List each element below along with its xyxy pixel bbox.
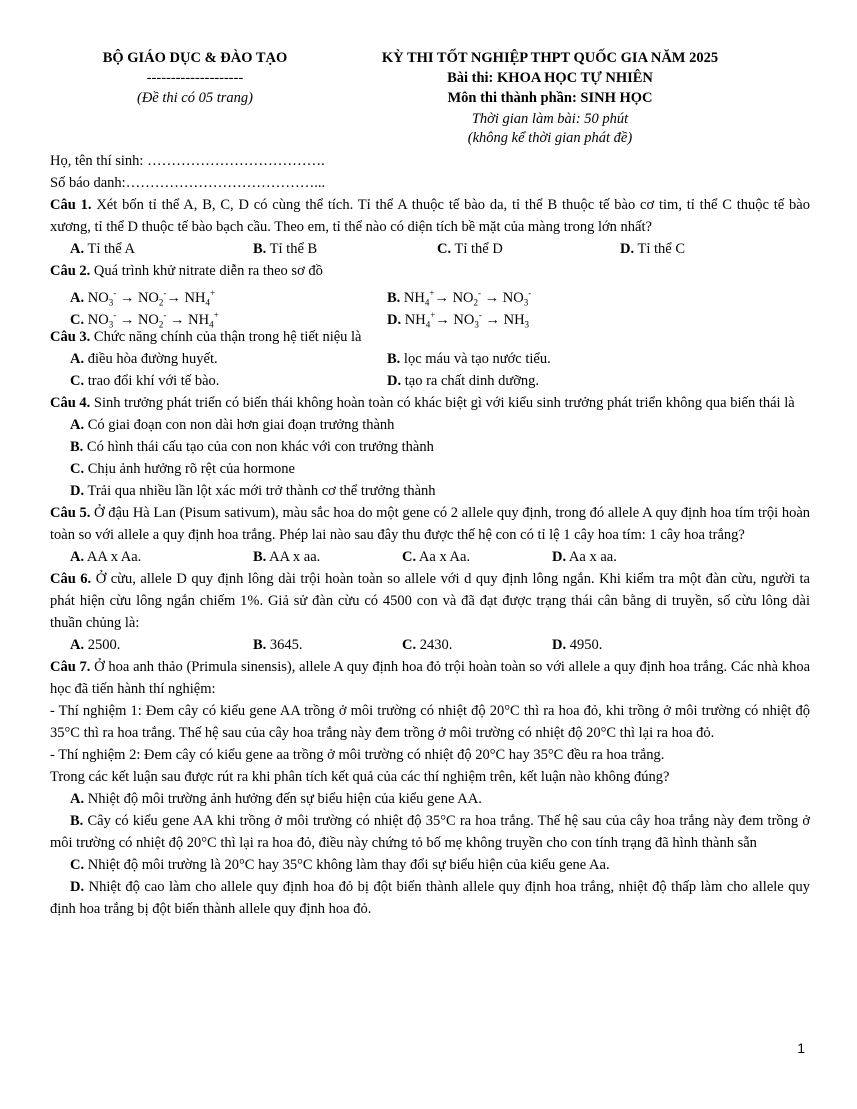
option-d: D. Trải qua nhiều lần lột xác mới trở thành cơ thể trưởng thành xyxy=(70,483,436,499)
question-text: Chức năng chính của thận trong hệ tiết niệu là xyxy=(90,329,362,345)
question-text: Xét bốn tỉ thể A, B, C, D có cùng thể tích. Tỉ thể A thuộc tế bào da, tỉ thể B thuộc tế bào cơ tim, tỉ thể C thuộc tế bào xương, tỉ thể D thuộc tế bào bạch cầu. Theo em, tỉ thể nào có diện tích bề mặt của màng trong lớn nhất? xyxy=(50,197,810,235)
exam-content xyxy=(50,150,810,920)
option-b: B. Cây có kiểu gene AA khi trồng ở môi trường có nhiệt độ 35°C ra hoa trắng. Thế hệ sau của cây hoa trắng này đem trồng ở môi trường có nhiệt độ 20°C thì lại ra hoa đỏ, điều này chứng tỏ bố mẹ không truyền cho con tính trạng đã hình thành sẵn xyxy=(50,813,810,851)
question-6 xyxy=(50,568,810,634)
question-label: Câu 1. xyxy=(50,197,92,213)
option-b: B. lọc máu và tạo nước tiểu. xyxy=(387,351,551,367)
page-number: 1 xyxy=(797,1040,805,1056)
question-5-options xyxy=(50,546,810,568)
option-c: C. Aa x Aa. xyxy=(402,549,471,565)
option-b: B. Tỉ thể B xyxy=(253,241,318,257)
exam-component: Môn thi thành phần: SINH HỌC xyxy=(447,90,653,106)
question-6-options xyxy=(50,634,810,656)
exam-header xyxy=(0,50,857,160)
question-label: Câu 2. xyxy=(50,263,91,279)
option-d: D. Tỉ thể C xyxy=(620,241,685,257)
question-text: Sinh trưởng phát triển có biến thái không hoàn toàn có khác biệt gì với kiểu sinh trưởng phát triển không qua biến thái là xyxy=(90,395,795,411)
option-a: A. điều hòa đường huyết. xyxy=(70,351,218,367)
student-name-line: Họ, tên thí sinh: ………………………………. xyxy=(50,153,325,169)
question-2-options-row-1 xyxy=(50,282,810,308)
question-5 xyxy=(50,502,810,546)
question-7-prompt: Trong các kết luận sau được rút ra khi phân tích kết quả của các thí nghiệm trên, kết luận nào không đúng? xyxy=(50,769,670,785)
option-d: D. Aa x aa. xyxy=(552,549,617,565)
option-c: C. Nhiệt độ môi trường là 20°C hay 35°C không làm thay đổi sự biểu hiện của kiểu gene Aa. xyxy=(70,857,610,873)
option-b: B. AA x aa. xyxy=(253,549,321,565)
option-a: A. $NO_3^- \to NO_2^-\to NH_4^+$ xyxy=(70,288,216,308)
option-a: A. AA x Aa. xyxy=(70,549,142,565)
option-d: D. 4950. xyxy=(552,637,603,653)
question-1-options xyxy=(50,238,810,260)
question-text: Ở đậu Hà Lan (Pisum sativum), màu sắc hoa do một gene có 2 allele quy định, trong đó allele A quy định hoa tím trội hoàn toàn so với allele a quy định hoa trắng. Phép lai nào sau đây thu được thế hệ con có tỉ lệ 1 cây hoa tím: 1 cây hoa trắng? xyxy=(50,505,810,543)
question-text: Ở hoa anh thảo (Primula sinensis), allele A quy định hoa đỏ trội hoàn toàn so với allele a quy định hoa trắng. Các nhà khoa học đã tiến hành thí nghiệm: xyxy=(50,659,811,697)
experiment-2: - Thí nghiệm 2: Đem cây có kiểu gene aa trồng ở môi trường có nhiệt độ 20°C hay 35°C đều ra hoa trắng. xyxy=(50,747,665,763)
question-4 xyxy=(50,392,810,414)
option-c: C. Tỉ thể D xyxy=(437,241,503,257)
experiment-1: - Thí nghiệm 1: Đem cây có kiểu gene AA trồng ở môi trường có nhiệt độ 20°C thì ra hoa đỏ, khi trồng ở môi trường có nhiệt độ 35°C thì ra hoa trắng. Thế hệ sau của cây hoa trắng này đem trồng ở môi trường có nhiệt độ 20°C thì lại ra hoa đỏ. xyxy=(50,703,810,741)
option-c: C. 2430. xyxy=(402,637,453,653)
question-label: Câu 3. xyxy=(50,329,91,345)
question-3-options-row-1 xyxy=(50,348,810,370)
student-id-line: Số báo danh:…………………………………... xyxy=(50,175,326,191)
question-7 xyxy=(50,656,810,700)
option-b: B. $NH_4^+\to NO_2^- \to NO_3^-$ xyxy=(387,288,532,308)
exam-subject: Bài thi: KHOA HỌC TỰ NHIÊN xyxy=(447,70,653,86)
option-c: C. trao đổi khí với tế bào. xyxy=(70,373,220,389)
question-label: Câu 5. xyxy=(50,505,91,521)
option-a: A. Nhiệt độ môi trường ảnh hưởng đến sự biểu hiện của kiểu gene AA. xyxy=(70,791,482,807)
question-label: Câu 4. xyxy=(50,395,91,411)
exam-duration: Thời gian làm bài: 50 phút xyxy=(471,111,629,127)
option-a: A. Tỉ thể A xyxy=(70,241,135,257)
question-label: Câu 7. xyxy=(50,659,91,675)
option-d: D. Nhiệt độ cao làm cho allele quy định hoa đỏ bị đột biến thành allele quy định hoa trắng, nhiệt độ thấp làm cho allele quy định hoa trắng bị đột biến thành allele quy định hoa đỏ. xyxy=(50,879,810,917)
option-d: D. $NH_4^+\to NO_3^- \to NH_3$ xyxy=(387,310,530,330)
option-b: B. 3645. xyxy=(253,637,303,653)
exam-duration-note: (không kể thời gian phát đề) xyxy=(467,130,633,146)
question-1 xyxy=(50,194,810,238)
question-text: Quá trình khử nitrate diễn ra theo sơ đồ xyxy=(90,263,323,279)
option-c: C. Chịu ảnh hưởng rõ rệt của hormone xyxy=(70,461,295,477)
question-text: Ở cừu, allele D quy định lông dài trội hoàn toàn so allele với d quy định lông ngắn. Khi kiểm tra một đàn cừu, người ta phát hiện cừu lông ngắn chiếm 1%. Giả sử đàn cừu có 4500 con và đã đạt được trạng thái cân bằng di truyền, số cừu lông dài thuần chủng là: xyxy=(50,571,810,631)
option-a: A. 2500. xyxy=(70,637,121,653)
question-label: Câu 6. xyxy=(50,571,92,587)
question-2-options-row-2 xyxy=(50,304,810,330)
pages-note: (Đề thi có 05 trang) xyxy=(137,90,253,106)
option-d: D. tạo ra chất dinh dưỡng. xyxy=(387,373,540,389)
exam-title: KỲ THI TỐT NGHIỆP THPT QUỐC GIA NĂM 2025 xyxy=(381,50,719,66)
option-c: C. $NO_3^- \to NO_2^- \to NH_4^+$ xyxy=(70,310,219,330)
option-b: B. Có hình thái cấu tạo của con non khác với con trưởng thành xyxy=(70,439,434,455)
question-3-options-row-2 xyxy=(50,370,810,392)
question-2 xyxy=(50,260,810,282)
option-a: A. Có giai đoạn con non dài hơn giai đoạn trưởng thành xyxy=(70,417,395,433)
ministry-name: BỘ GIÁO DỤC & ĐÀO TẠO xyxy=(102,50,288,66)
header-dashes: -------------------- xyxy=(146,70,244,86)
